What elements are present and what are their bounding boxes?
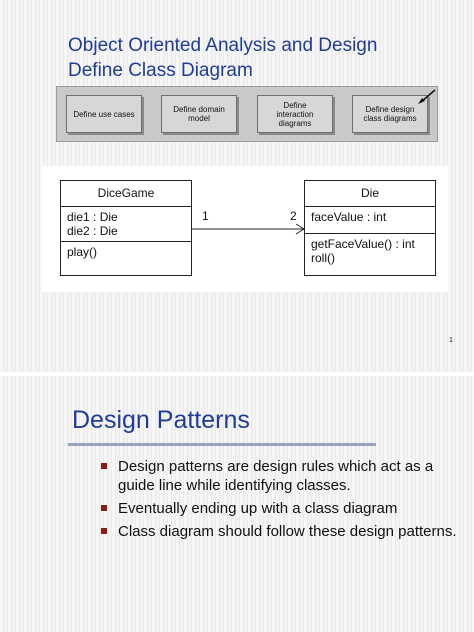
- multiplicity-source: 1: [202, 209, 209, 223]
- title-underline: [68, 443, 376, 446]
- class-diagram: [42, 166, 448, 292]
- step-define-domain-model: [161, 95, 237, 133]
- method: roll(): [311, 251, 335, 265]
- class-dicegame: [60, 180, 192, 276]
- step-define-use-cases: [66, 95, 142, 133]
- slide-divider: [0, 372, 474, 376]
- class-attributes: [61, 206, 191, 241]
- title-line-2: Define Class Diagram: [68, 60, 253, 81]
- class-die: [304, 180, 436, 276]
- square-bullet-icon: [101, 528, 107, 534]
- slide-title: [68, 33, 377, 83]
- square-bullet-icon: [101, 463, 107, 469]
- step-label: Define design class diagrams: [363, 105, 417, 123]
- step-define-interaction-diagrams: [257, 95, 333, 133]
- page-number: 1: [449, 337, 453, 344]
- bullet-text: Class diagram should follow these design patterns.: [118, 523, 457, 540]
- class-name: DiceGame: [97, 186, 155, 200]
- class-name: Die: [360, 186, 379, 200]
- bullet-item: [100, 499, 460, 518]
- class-methods: [305, 233, 435, 268]
- bullet-list: [100, 457, 460, 545]
- method: play(): [67, 245, 98, 259]
- title-line-1: Object Oriented Analysis and Design: [68, 35, 378, 56]
- slide-2-title: Design Patterns: [72, 406, 250, 434]
- bullet-item: [100, 522, 460, 541]
- square-bullet-icon: [101, 505, 107, 511]
- bullet-text: Eventually ending up with a class diagram: [118, 500, 398, 517]
- pointer-arrow-icon: [416, 88, 438, 106]
- multiplicity-target: 2: [290, 209, 297, 223]
- step-label: Define use cases: [73, 109, 135, 119]
- bullet-item: [100, 457, 460, 495]
- class-attributes: [305, 206, 435, 233]
- method: getFaceValue() : int: [311, 237, 415, 251]
- attribute: die2 : Die: [67, 224, 118, 238]
- class-methods: [61, 241, 191, 262]
- attribute: die1 : Die: [67, 210, 118, 224]
- step-label: Define interaction diagrams: [276, 100, 314, 128]
- attribute: faceValue : int: [311, 210, 387, 224]
- bullet-text: Design patterns are design rules which act as a guide line while identifying classes.: [118, 458, 434, 494]
- step-label: Define domain model: [173, 105, 225, 123]
